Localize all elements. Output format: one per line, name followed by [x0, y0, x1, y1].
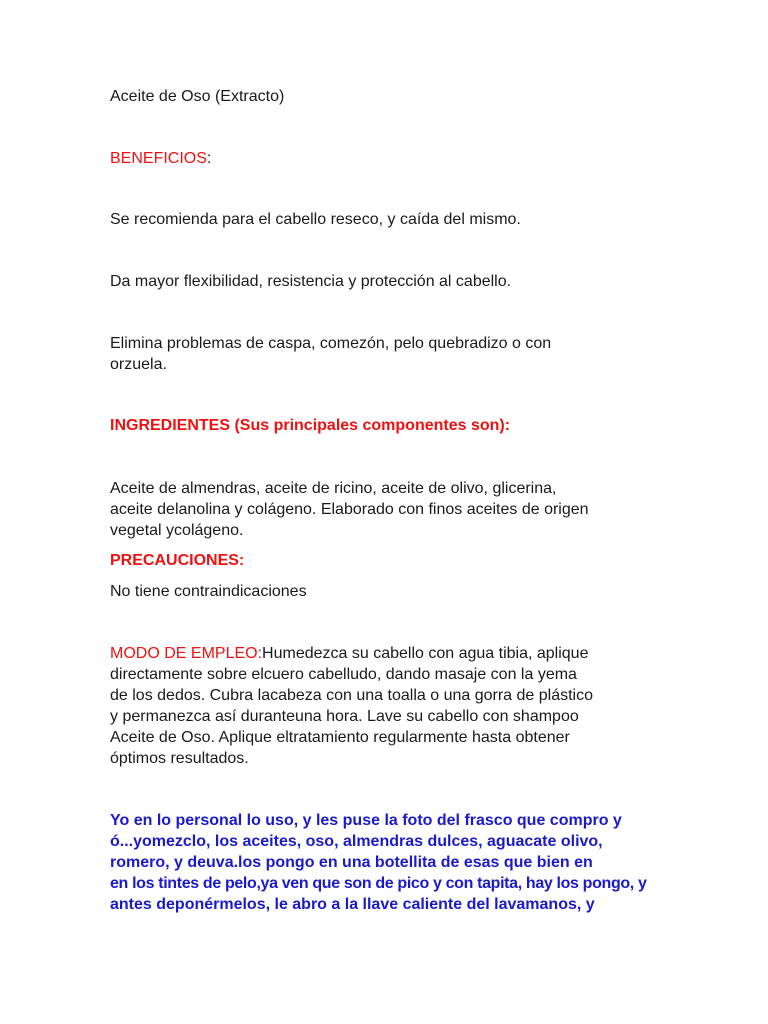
beneficios-heading-colon: :	[206, 150, 212, 167]
modo-empleo-line-6: óptimos resultados.	[110, 750, 249, 767]
comentario-line-2: ó...yomezclo, los aceites, oso, almendras dulces, aguacate olivo,	[110, 833, 603, 850]
comentario-line-1: Yo en lo personal lo uso, y les puse la foto del frasco que compro y	[110, 812, 622, 829]
modo-empleo-line-1	[110, 643, 588, 664]
beneficio-item-1: Se recomienda para el cabello reseco, y caída del mismo.	[110, 211, 521, 228]
beneficio-item-3-continuation: orzuela.	[110, 356, 167, 373]
ingredientes-line-3: vegetal ycolágeno.	[110, 522, 244, 539]
ingredientes-line-1: Aceite de almendras, aceite de ricino, aceite de olivo, glicerina,	[110, 480, 557, 497]
modo-empleo-heading: MODO DE EMPLEO:	[110, 645, 263, 662]
modo-empleo-line-3: de los dedos. Cubra lacabeza con una toalla o una gorra de plástico	[110, 687, 593, 704]
document-title: Aceite de Oso (Extracto)	[110, 88, 285, 105]
precauciones-text: No tiene contraindicaciones	[110, 583, 307, 600]
beneficios-heading: BENEFICIOS	[110, 150, 207, 167]
modo-empleo-line-5: Aceite de Oso. Aplique eltratamiento regularmente hasta obtener	[110, 729, 570, 746]
modo-empleo-line-2: directamente sobre elcuero cabelludo, dando masaje con la yema	[110, 666, 577, 683]
ingredientes-heading: INGREDIENTES (Sus principales componentes son):	[110, 417, 511, 434]
beneficios-heading-line	[110, 148, 211, 169]
ingredientes-line-2: aceite delanolina y colágeno. Elaborado con finos aceites de origen	[110, 501, 589, 518]
comentario-line-5: antes deponérmelos, le abro a la llave caliente del lavamanos, y	[110, 896, 595, 913]
beneficio-item-2: Da mayor flexibilidad, resistencia y protección al cabello.	[110, 273, 512, 290]
modo-empleo-text-1: Humedezca su cabello con agua tibia, aplique	[262, 645, 589, 662]
comentario-line-4: en los tintes de pelo,ya ven que son de pico y con tapita, hay los pongo, y	[110, 875, 647, 892]
comentario-line-3: romero, y deuva.los pongo en una botellita de esas que bien en	[110, 854, 593, 871]
precauciones-heading: PRECAUCIONES:	[110, 552, 245, 569]
beneficio-item-3: Elimina problemas de caspa, comezón, pelo quebradizo o con	[110, 335, 552, 352]
modo-empleo-line-4: y permanezca así duranteuna hora. Lave su cabello con shampoo	[110, 708, 579, 725]
